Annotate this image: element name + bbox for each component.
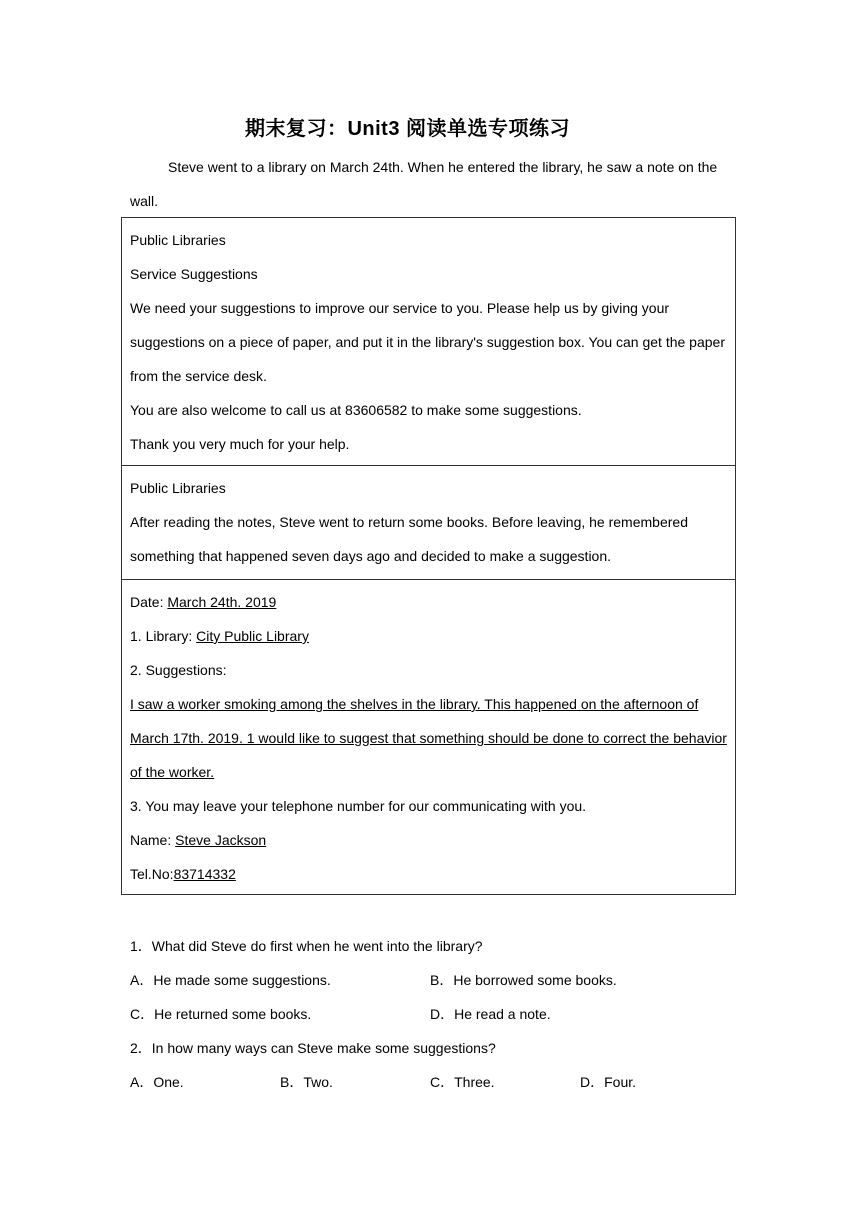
notice-line: You are also welcome to call us at 83606582 to make some suggestions. bbox=[130, 402, 582, 418]
notice-line: suggestions on a piece of paper, and put it in the library's suggestion box. You can get the paper bbox=[130, 334, 725, 350]
date-label: Date: bbox=[130, 594, 168, 610]
question-2: 2．In how many ways can Steve make some suggestions? bbox=[130, 1040, 496, 1056]
date-row bbox=[130, 585, 735, 619]
name-value: Steve Jackson bbox=[175, 832, 267, 848]
suggestion-form-box bbox=[121, 579, 736, 895]
library-row bbox=[130, 619, 735, 653]
question-2-option-d: D．Four. bbox=[580, 1074, 637, 1090]
library-value: City Public Library bbox=[196, 628, 309, 644]
narrative-line: something that happened seven days ago and decided to make a suggestion. bbox=[130, 548, 612, 564]
tel-value: 83714332 bbox=[173, 866, 236, 882]
question-1: 1．What did Steve do first when he went into the library? bbox=[130, 938, 483, 954]
narrative-line: After reading the notes, Steve went to return some books. Before leaving, he remembered bbox=[130, 514, 688, 530]
notice-line: from the service desk. bbox=[130, 368, 267, 384]
page-title: 期末复习：Unit3 阅读单选专项练习 bbox=[244, 118, 571, 140]
intro-paragraph bbox=[130, 150, 740, 218]
suggestion-line: of the worker. bbox=[130, 764, 215, 780]
intro-text: Steve went to a library on March 24th. When he entered the library, he saw a note on the wall. bbox=[130, 159, 718, 209]
phone-note: 3. You may leave your telephone number for our communicating with you. bbox=[130, 798, 587, 814]
library-notice-box bbox=[121, 217, 736, 466]
suggestions-label: 2. Suggestions: bbox=[130, 662, 227, 678]
question-2-option-a: A．One. bbox=[130, 1074, 184, 1090]
name-label: Name: bbox=[130, 832, 176, 848]
question-1-option-a: A．He made some suggestions. bbox=[130, 972, 331, 988]
tel-row bbox=[130, 857, 735, 891]
narrative-box bbox=[121, 465, 736, 580]
notice-line: We need your suggestions to improve our service to you. Please help us by giving your bbox=[130, 300, 670, 316]
tel-label: Tel.No: bbox=[130, 866, 174, 882]
date-value: March 24th. 2019 bbox=[167, 594, 277, 610]
question-2-option-b: B．Two. bbox=[280, 1074, 333, 1090]
question-1-option-b: B．He borrowed some books. bbox=[430, 972, 617, 988]
question-2-option-c: C．Three. bbox=[430, 1074, 495, 1090]
question-1-option-c: C．He returned some books. bbox=[130, 1006, 312, 1022]
suggestion-line: I saw a worker smoking among the shelves in the library. This happened on the afternoon of bbox=[130, 696, 699, 712]
question-1-option-d: D．He read a note. bbox=[430, 1006, 551, 1022]
name-row bbox=[130, 823, 735, 857]
notice-heading: Public Libraries bbox=[130, 232, 226, 248]
notice-line: Thank you very much for your help. bbox=[130, 436, 350, 452]
suggestion-line: March 17th. 2019. 1 would like to suggest that something should be done to correct the behavior bbox=[130, 730, 727, 746]
library-label: 1. Library: bbox=[130, 628, 197, 644]
notice-subheading: Service Suggestions bbox=[130, 266, 258, 282]
narrative-heading: Public Libraries bbox=[130, 480, 226, 496]
